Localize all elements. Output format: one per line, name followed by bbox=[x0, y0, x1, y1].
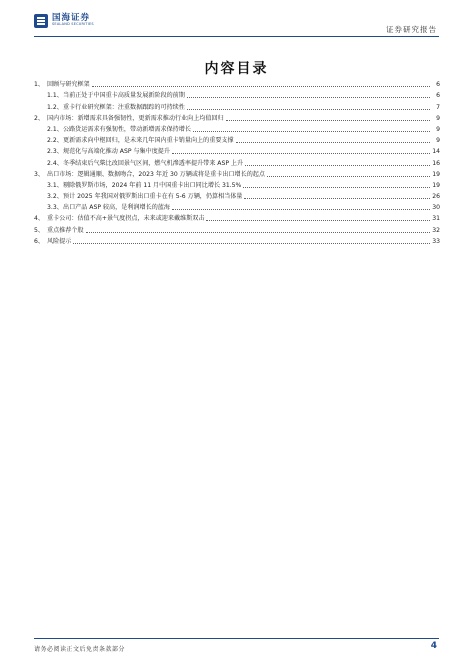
company-logo bbox=[34, 13, 94, 27]
toc-entry-page: 19 bbox=[432, 170, 440, 178]
toc-entry-number: 3.2、 bbox=[47, 193, 63, 201]
toc-entry[interactable] bbox=[34, 179, 440, 190]
toc-entry[interactable] bbox=[34, 123, 440, 134]
toc-entry-title: 当前正处于中国重卡高质量发展新阶段的前期 bbox=[63, 92, 185, 100]
toc-entry-page: 14 bbox=[432, 148, 440, 156]
toc-entry-title: 回顾与研究框架 bbox=[47, 81, 90, 89]
toc-entry-number: 1.2、 bbox=[47, 103, 63, 111]
logo-chinese-name: 国海证券 bbox=[52, 12, 91, 23]
toc-entry-title: 风险提示 bbox=[47, 237, 72, 245]
toc-entry[interactable] bbox=[34, 168, 440, 179]
toc-dot-leader bbox=[236, 142, 430, 143]
toc-entry-number: 2.3、 bbox=[47, 148, 63, 156]
toc-dot-leader bbox=[172, 153, 430, 154]
toc-entry-number: 2、 bbox=[34, 114, 44, 122]
toc-entry-page: 32 bbox=[432, 226, 440, 234]
toc-entry-page: 7 bbox=[436, 103, 440, 111]
toc-entry[interactable] bbox=[34, 134, 440, 145]
toc-dot-leader bbox=[187, 109, 430, 110]
page-header bbox=[0, 0, 473, 40]
footer-disclaimer: 请务必阅读正文后免责条款部分 bbox=[34, 646, 126, 653]
toc-dot-leader bbox=[73, 243, 430, 244]
toc-entry-number: 3、 bbox=[34, 170, 44, 178]
header-divider bbox=[34, 36, 439, 37]
toc-entry-page: 26 bbox=[432, 193, 440, 201]
toc-entry[interactable] bbox=[34, 112, 440, 123]
toc-heading: 内容目录 bbox=[204, 61, 269, 77]
toc-entry-title: 预计 2025 年我国对俄罗斯出口重卡在有 5-6 万辆，仍算相当体量 bbox=[63, 193, 243, 201]
toc-entry-page: 6 bbox=[436, 92, 440, 100]
toc-entry[interactable] bbox=[34, 100, 440, 111]
toc-entry[interactable] bbox=[34, 223, 440, 234]
document-type-label: 证券研究报告 bbox=[386, 25, 437, 34]
toc-dot-leader bbox=[244, 198, 430, 199]
toc-entry-page: 6 bbox=[436, 81, 440, 89]
toc-entry-title: 国内市场：新增需求具备强韧性，更新需求推动行业向上均值回归 bbox=[47, 114, 224, 122]
toc-entry-page: 30 bbox=[432, 204, 440, 212]
toc-dot-leader bbox=[86, 232, 430, 233]
toc-entry-number: 3.1、 bbox=[47, 181, 63, 189]
toc-entry-page: 33 bbox=[432, 237, 440, 245]
toc-entry-number: 1.1、 bbox=[47, 92, 63, 100]
toc-entry[interactable] bbox=[34, 156, 440, 167]
toc-entry-title: 重点推荐个股 bbox=[47, 226, 84, 234]
footer-divider bbox=[34, 638, 439, 639]
toc-entry-number: 3.3、 bbox=[47, 204, 63, 212]
toc-dot-leader bbox=[92, 86, 430, 87]
toc-entry-title: 重卡行业研究框架：注重数据跟踪的可持续性 bbox=[63, 103, 185, 111]
toc-entry-number: 2.1、 bbox=[47, 125, 63, 133]
toc-dot-leader bbox=[172, 209, 430, 210]
toc-entry-number: 2.4、 bbox=[47, 159, 63, 167]
toc-entry[interactable] bbox=[34, 190, 440, 201]
toc-entry[interactable] bbox=[34, 235, 440, 246]
toc-entry-page: 31 bbox=[432, 215, 440, 223]
toc-entry[interactable] bbox=[34, 212, 440, 223]
toc-entry-title: 出口市场：逻辑通顺、数据吻合，2023 年近 30 万辆或将是重卡出口增长的起点 bbox=[47, 170, 265, 178]
toc-entry-page: 19 bbox=[432, 181, 440, 189]
toc-entry-title: 剔除俄罗斯市场，2024 年前 11 月中国重卡出口同比增长 31.5% bbox=[63, 181, 242, 189]
table-of-contents bbox=[34, 78, 440, 246]
toc-dot-leader bbox=[245, 165, 430, 166]
toc-entry[interactable] bbox=[34, 78, 440, 89]
toc-entry-number: 5、 bbox=[34, 226, 44, 234]
toc-entry-title: 公路货运需求有强韧性，带动新增需求保持增长 bbox=[63, 125, 191, 133]
toc-entry-page: 9 bbox=[436, 125, 440, 133]
toc-entry-page: 9 bbox=[436, 137, 440, 145]
toc-dot-leader bbox=[187, 97, 430, 98]
toc-entry-page: 16 bbox=[432, 159, 440, 167]
toc-dot-leader bbox=[193, 131, 430, 132]
toc-entry-number: 6、 bbox=[34, 237, 44, 245]
toc-dot-leader bbox=[243, 187, 430, 188]
toc-dot-leader bbox=[206, 220, 430, 221]
logo-english-name: SEALAND SECURITIES bbox=[52, 22, 94, 26]
toc-dot-leader bbox=[267, 176, 430, 177]
toc-entry-title: 更新需求向中枢回归，是未来几年国内重卡销量向上的重要支撑 bbox=[63, 137, 234, 145]
toc-entry-page: 9 bbox=[436, 114, 440, 122]
toc-dot-leader bbox=[226, 120, 430, 121]
toc-entry[interactable] bbox=[34, 201, 440, 212]
toc-entry-title: 规范化与高端化推动 ASP 与集中度提升 bbox=[63, 148, 170, 156]
toc-entry[interactable] bbox=[34, 89, 440, 100]
toc-entry-number: 4、 bbox=[34, 215, 44, 223]
toc-entry-title: 出口产品 ASP 较高，是利润增长的蓝海 bbox=[63, 204, 170, 212]
toc-entry-title: 冬季结束后气柴比改回景气区间，燃气机滲透率提升带来 ASP 上升 bbox=[63, 159, 244, 167]
toc-entry-title: 重卡公司：估值不高+景气度拐点，未来或迎来戴维斯双击 bbox=[47, 215, 205, 223]
toc-entry[interactable] bbox=[34, 145, 440, 156]
toc-entry-number: 1、 bbox=[34, 81, 44, 89]
toc-entry-number: 2.2、 bbox=[47, 137, 63, 145]
sealand-logo-icon bbox=[34, 13, 48, 27]
page-number: 4 bbox=[430, 641, 437, 651]
